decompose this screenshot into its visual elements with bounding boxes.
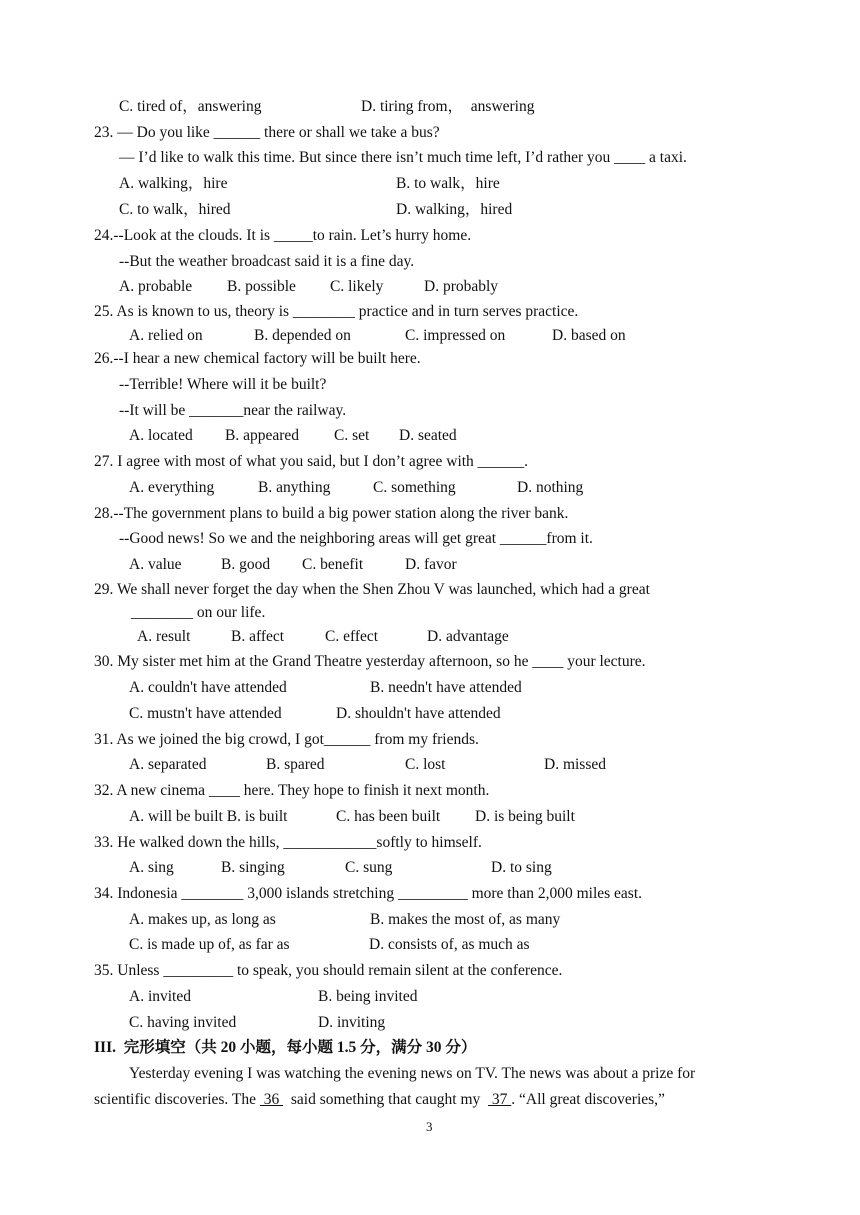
q33-option-a: A. sing: [129, 859, 174, 876]
q33-option-b: B. singing: [221, 859, 285, 876]
blank-37: 37: [488, 1091, 512, 1108]
q27-option-c: C. something: [373, 479, 456, 496]
q27-option-a: A. everything: [129, 479, 215, 496]
q28-option-a: A. value: [129, 556, 182, 573]
q32-option-d: D. is being built: [475, 808, 575, 825]
q35-option-d: D. inviting: [318, 1014, 386, 1031]
question-30: 30. My sister met him at the Grand Theatre yesterday afternoon, so he ____ your lecture.: [94, 653, 646, 670]
question-29: 29. We shall never forget the day when the Shen Zhou V was launched, which had a great: [94, 581, 650, 598]
q23-option-b: B. to walk，hire: [396, 175, 500, 192]
q31-option-c: C. lost: [405, 756, 446, 773]
question-25: 25. As is known to us, theory is ________ practice and in turn serves practice.: [94, 303, 579, 320]
q23-option-d: D. walking，hired: [396, 201, 513, 218]
q22-option-c: C. tired of，answering: [119, 98, 262, 115]
question-26-reply-2: --It will be _______near the railway.: [119, 402, 347, 419]
question-28: 28.--The government plans to build a big power station along the river bank.: [94, 505, 569, 522]
q25-option-d: D. based on: [552, 327, 626, 344]
q29-option-d: D. advantage: [427, 628, 509, 645]
blank-36: 36: [259, 1091, 284, 1108]
q35-option-a: A. invited: [129, 988, 191, 1005]
section-heading: III. 完形填空（共 20 小题，每小题 1.5 分，满分 30 分）: [94, 1039, 477, 1056]
q28-option-d: D. favor: [405, 556, 457, 573]
question-31: 31. As we joined the big crowd, I got______ from my friends.: [94, 731, 479, 748]
q29-option-c: C. effect: [325, 628, 379, 645]
q32-option-c: C. has been built: [336, 808, 441, 825]
q33-option-c: C. sung: [345, 859, 393, 876]
q26-option-d: D. seated: [399, 427, 457, 444]
q24-option-d: D. probably: [424, 278, 499, 295]
question-33: 33. He walked down the hills, ____________softly to himself.: [94, 834, 482, 851]
q30-option-b: B. needn't have attended: [370, 679, 522, 696]
passage-text: scientific discoveries. The: [94, 1091, 260, 1108]
q31-option-a: A. separated: [129, 756, 207, 773]
q24-option-a: A. probable: [119, 278, 193, 295]
passage-line-2: [94, 1092, 665, 1108]
q30-option-a: A. couldn't have attended: [129, 679, 287, 696]
q25-option-b: B. depended on: [254, 327, 351, 344]
q27-option-d: D. nothing: [517, 479, 584, 496]
question-23: 23. ― Do you like ______ there or shall we take a bus?: [94, 124, 440, 141]
q35-option-c: C. having invited: [129, 1014, 237, 1031]
q23-option-c: C. to walk，hired: [119, 201, 231, 218]
q31-option-d: D. missed: [544, 756, 606, 773]
q32-option-ab: A. will be built B. is built: [129, 808, 288, 825]
q34-option-a: A. makes up, as long as: [129, 911, 276, 928]
q29-option-b: B. affect: [231, 628, 285, 645]
q27-option-b: B. anything: [258, 479, 331, 496]
question-26: 26.--I hear a new chemical factory will be built here.: [94, 350, 421, 367]
q30-option-d: D. shouldn't have attended: [336, 705, 501, 722]
question-24-reply: --But the weather broadcast said it is a fine day.: [119, 253, 415, 270]
question-23-reply: ― I’d like to walk this time. But since there isn’t much time left, I’d rather you ____ a taxi.: [119, 149, 687, 166]
q34-option-d: D. consists of, as much as: [369, 936, 530, 953]
q24-option-b: B. possible: [227, 278, 296, 295]
passage-text: . “All great discoveries,”: [511, 1091, 665, 1108]
question-34: 34. Indonesia ________ 3,000 islands stretching _________ more than 2,000 miles east.: [94, 885, 643, 902]
q28-option-c: C. benefit: [302, 556, 364, 573]
q26-option-b: B. appeared: [225, 427, 300, 444]
question-35: 35. Unless _________ to speak, you should remain silent at the conference.: [94, 962, 563, 979]
q34-option-b: B. makes the most of, as many: [370, 911, 561, 928]
q30-option-c: C. mustn't have attended: [129, 705, 282, 722]
passage-line-1: Yesterday evening I was watching the evening news on TV. The news was about a prize for: [129, 1065, 696, 1082]
q31-option-b: B. spared: [266, 756, 325, 773]
question-28-reply: --Good news! So we and the neighboring areas will get great ______from it.: [119, 530, 593, 547]
question-24: 24.--Look at the clouds. It is _____to rain. Let’s hurry home.: [94, 227, 472, 244]
passage-text: said something that caught my: [283, 1091, 489, 1108]
q29-option-a: A. result: [137, 628, 191, 645]
q26-option-a: A. located: [129, 427, 193, 444]
question-32: 32. A new cinema ____ here. They hope to finish it next month.: [94, 782, 490, 799]
question-26-reply: --Terrible! Where will it be built?: [119, 376, 327, 393]
q25-option-c: C. impressed on: [405, 327, 506, 344]
question-27: 27. I agree with most of what you said, but I don’t agree with ______.: [94, 453, 529, 470]
q28-option-b: B. good: [221, 556, 271, 573]
q35-option-b: B. being invited: [318, 988, 418, 1005]
q25-option-a: A. relied on: [129, 327, 203, 344]
q24-option-c: C. likely: [330, 278, 384, 295]
q26-option-c: C. set: [334, 427, 370, 444]
q23-option-a: A. walking，hire: [119, 175, 228, 192]
question-29-cont: ________ on our life.: [131, 604, 266, 621]
q33-option-d: D. to sing: [491, 859, 552, 876]
q34-option-c: C. is made up of, as far as: [129, 936, 290, 953]
q22-option-d: D. tiring from， answering: [361, 98, 535, 115]
page-number: 3: [426, 1119, 433, 1134]
